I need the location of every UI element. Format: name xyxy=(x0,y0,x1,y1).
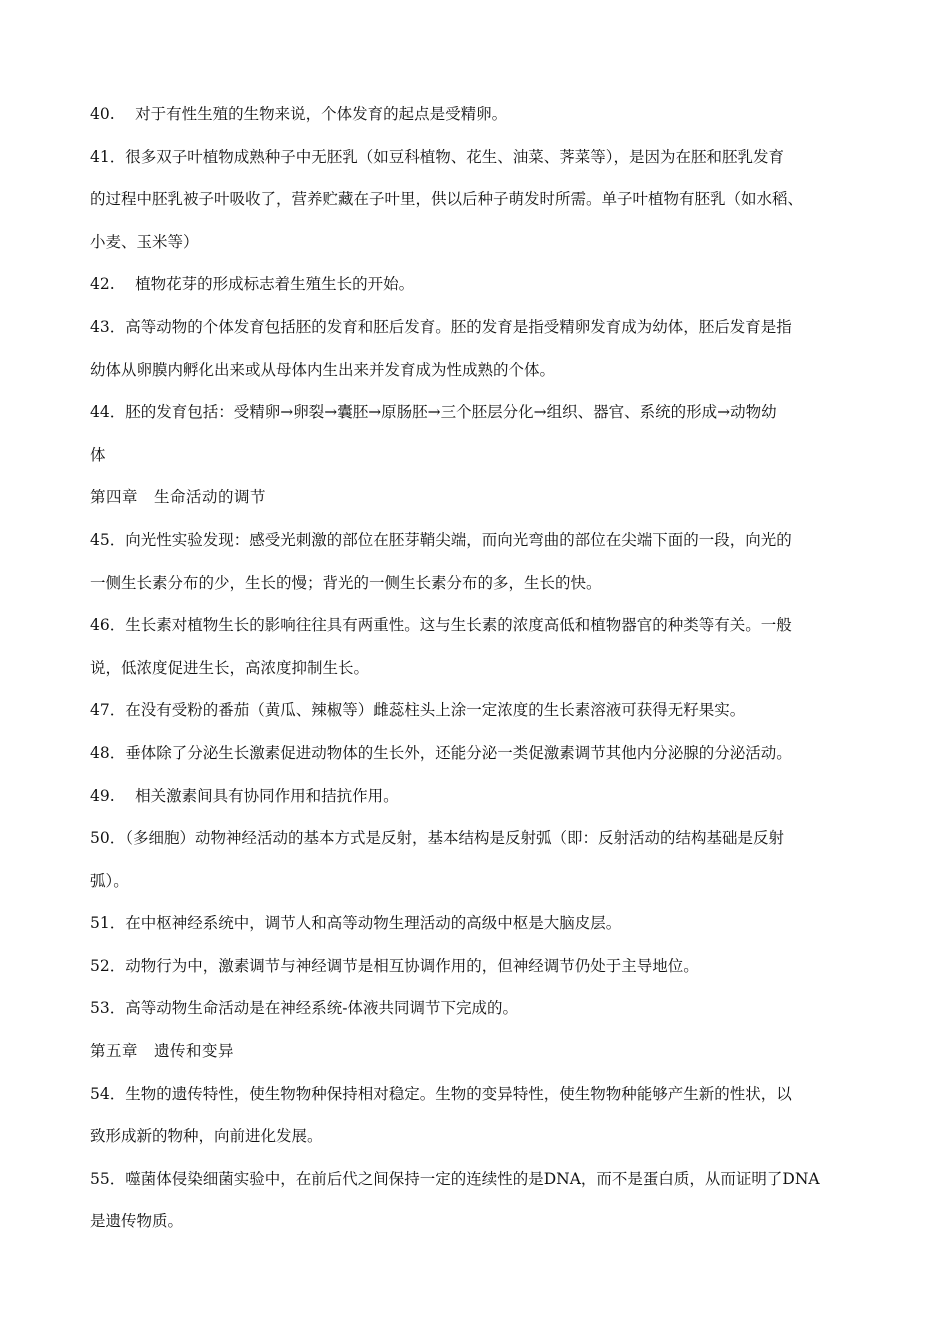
item-47-line: 47．在没有受粉的番茄（黄瓜、辣椒等）雌蕊柱头上涂一定浓度的生长素溶液可获得无籽果实。 xyxy=(90,701,746,720)
item-55-line-1: 55．噬菌体侵染细菌实验中，在前后代之间保持一定的连续性的是DNA，而不是蛋白质，从而证明了DNA xyxy=(90,1169,820,1188)
chapter-5-heading: 第五章 遗传和变异 xyxy=(90,1042,235,1061)
item-45-line-2: 一侧生长素分布的少，生长的慢；背光的一侧生长素分布的多，生长的快。 xyxy=(90,573,602,592)
item-41-line-2: 的过程中胚乳被子叶吸收了，营养贮藏在子叶里，供以后种子萌发时所需。单子叶植物有胚乳（如水稻、 xyxy=(90,190,804,209)
item-45-line-1: 45．向光性实验发现：感受光刺激的部位在胚芽鞘尖端，而向光弯曲的部位在尖端下面的一段，向光的 xyxy=(90,530,792,549)
item-50-line-1: 50．（多细胞）动物神经活动的基本方式是反射，基本结构是反射弧（即：反射活动的结构基础是反射 xyxy=(90,829,784,848)
item-42-line: 42. 植物花芽的形成标志着生殖生长的开始。 xyxy=(90,275,415,294)
item-44-line-1: 44．胚的发育包括：受精卵→卵裂→囊胚→原肠胚→三个胚层分化→组织、器官、系统的形成→动物幼 xyxy=(90,403,777,422)
chapter-4-heading: 第四章 生命活动的调节 xyxy=(90,488,267,507)
item-43-line-2: 幼体从卵膜内孵化出来或从母体内生出来并发育成为性成熟的个体。 xyxy=(90,360,556,379)
item-55-line-2: 是遗传物质。 xyxy=(90,1212,184,1231)
document-body xyxy=(90,93,862,1243)
item-49-line: 49. 相关激素间具有协同作用和拮抗作用。 xyxy=(90,786,399,805)
item-41-line-1: 41．很多双子叶植物成熟种子中无胚乳（如豆科植物、花生、油菜、荠菜等），是因为在胚和胚乳发育 xyxy=(90,147,784,166)
item-53-line: 53．高等动物生命活动是在神经系统-体液共同调节下完成的。 xyxy=(90,999,518,1018)
item-48-line: 48．垂体除了分泌生长激素促进动物体的生长外，还能分泌一类促激素调节其他内分泌腺的分泌活动。 xyxy=(90,743,792,762)
item-46-line-1: 46．生长素对植物生长的影响往往具有两重性。这与生长素的浓度高低和植物器官的种类等有关。一般 xyxy=(90,616,792,635)
item-54-line-2: 致形成新的物种，向前进化发展。 xyxy=(90,1127,323,1146)
item-43-line-1: 43．高等动物的个体发育包括胚的发育和胚后发育。胚的发育是指受精卵发育成为幼体，胚后发育是指 xyxy=(90,317,792,336)
item-50-line-2: 弧）。 xyxy=(90,871,129,890)
item-44-line-2: 体 xyxy=(90,445,106,464)
item-40-line: 40. 对于有性生殖的生物来说，个体发育的起点是受精卵。 xyxy=(90,105,508,123)
item-51-line: 51．在中枢神经系统中，调节人和高等动物生理活动的高级中枢是大脑皮层。 xyxy=(90,914,622,933)
item-46-line-2: 说，低浓度促进生长，高浓度抑制生长。 xyxy=(90,658,370,677)
item-54-line-1: 54．生物的遗传特性，使生物物种保持相对稳定。生物的变异特性，使生物物种能够产生新的性状，以 xyxy=(90,1084,792,1103)
item-41-line-3: 小麦、玉米等） xyxy=(90,232,199,251)
item-52-line: 52．动物行为中，激素调节与神经调节是相互协调作用的，但神经调节仍处于主导地位。 xyxy=(90,956,699,975)
